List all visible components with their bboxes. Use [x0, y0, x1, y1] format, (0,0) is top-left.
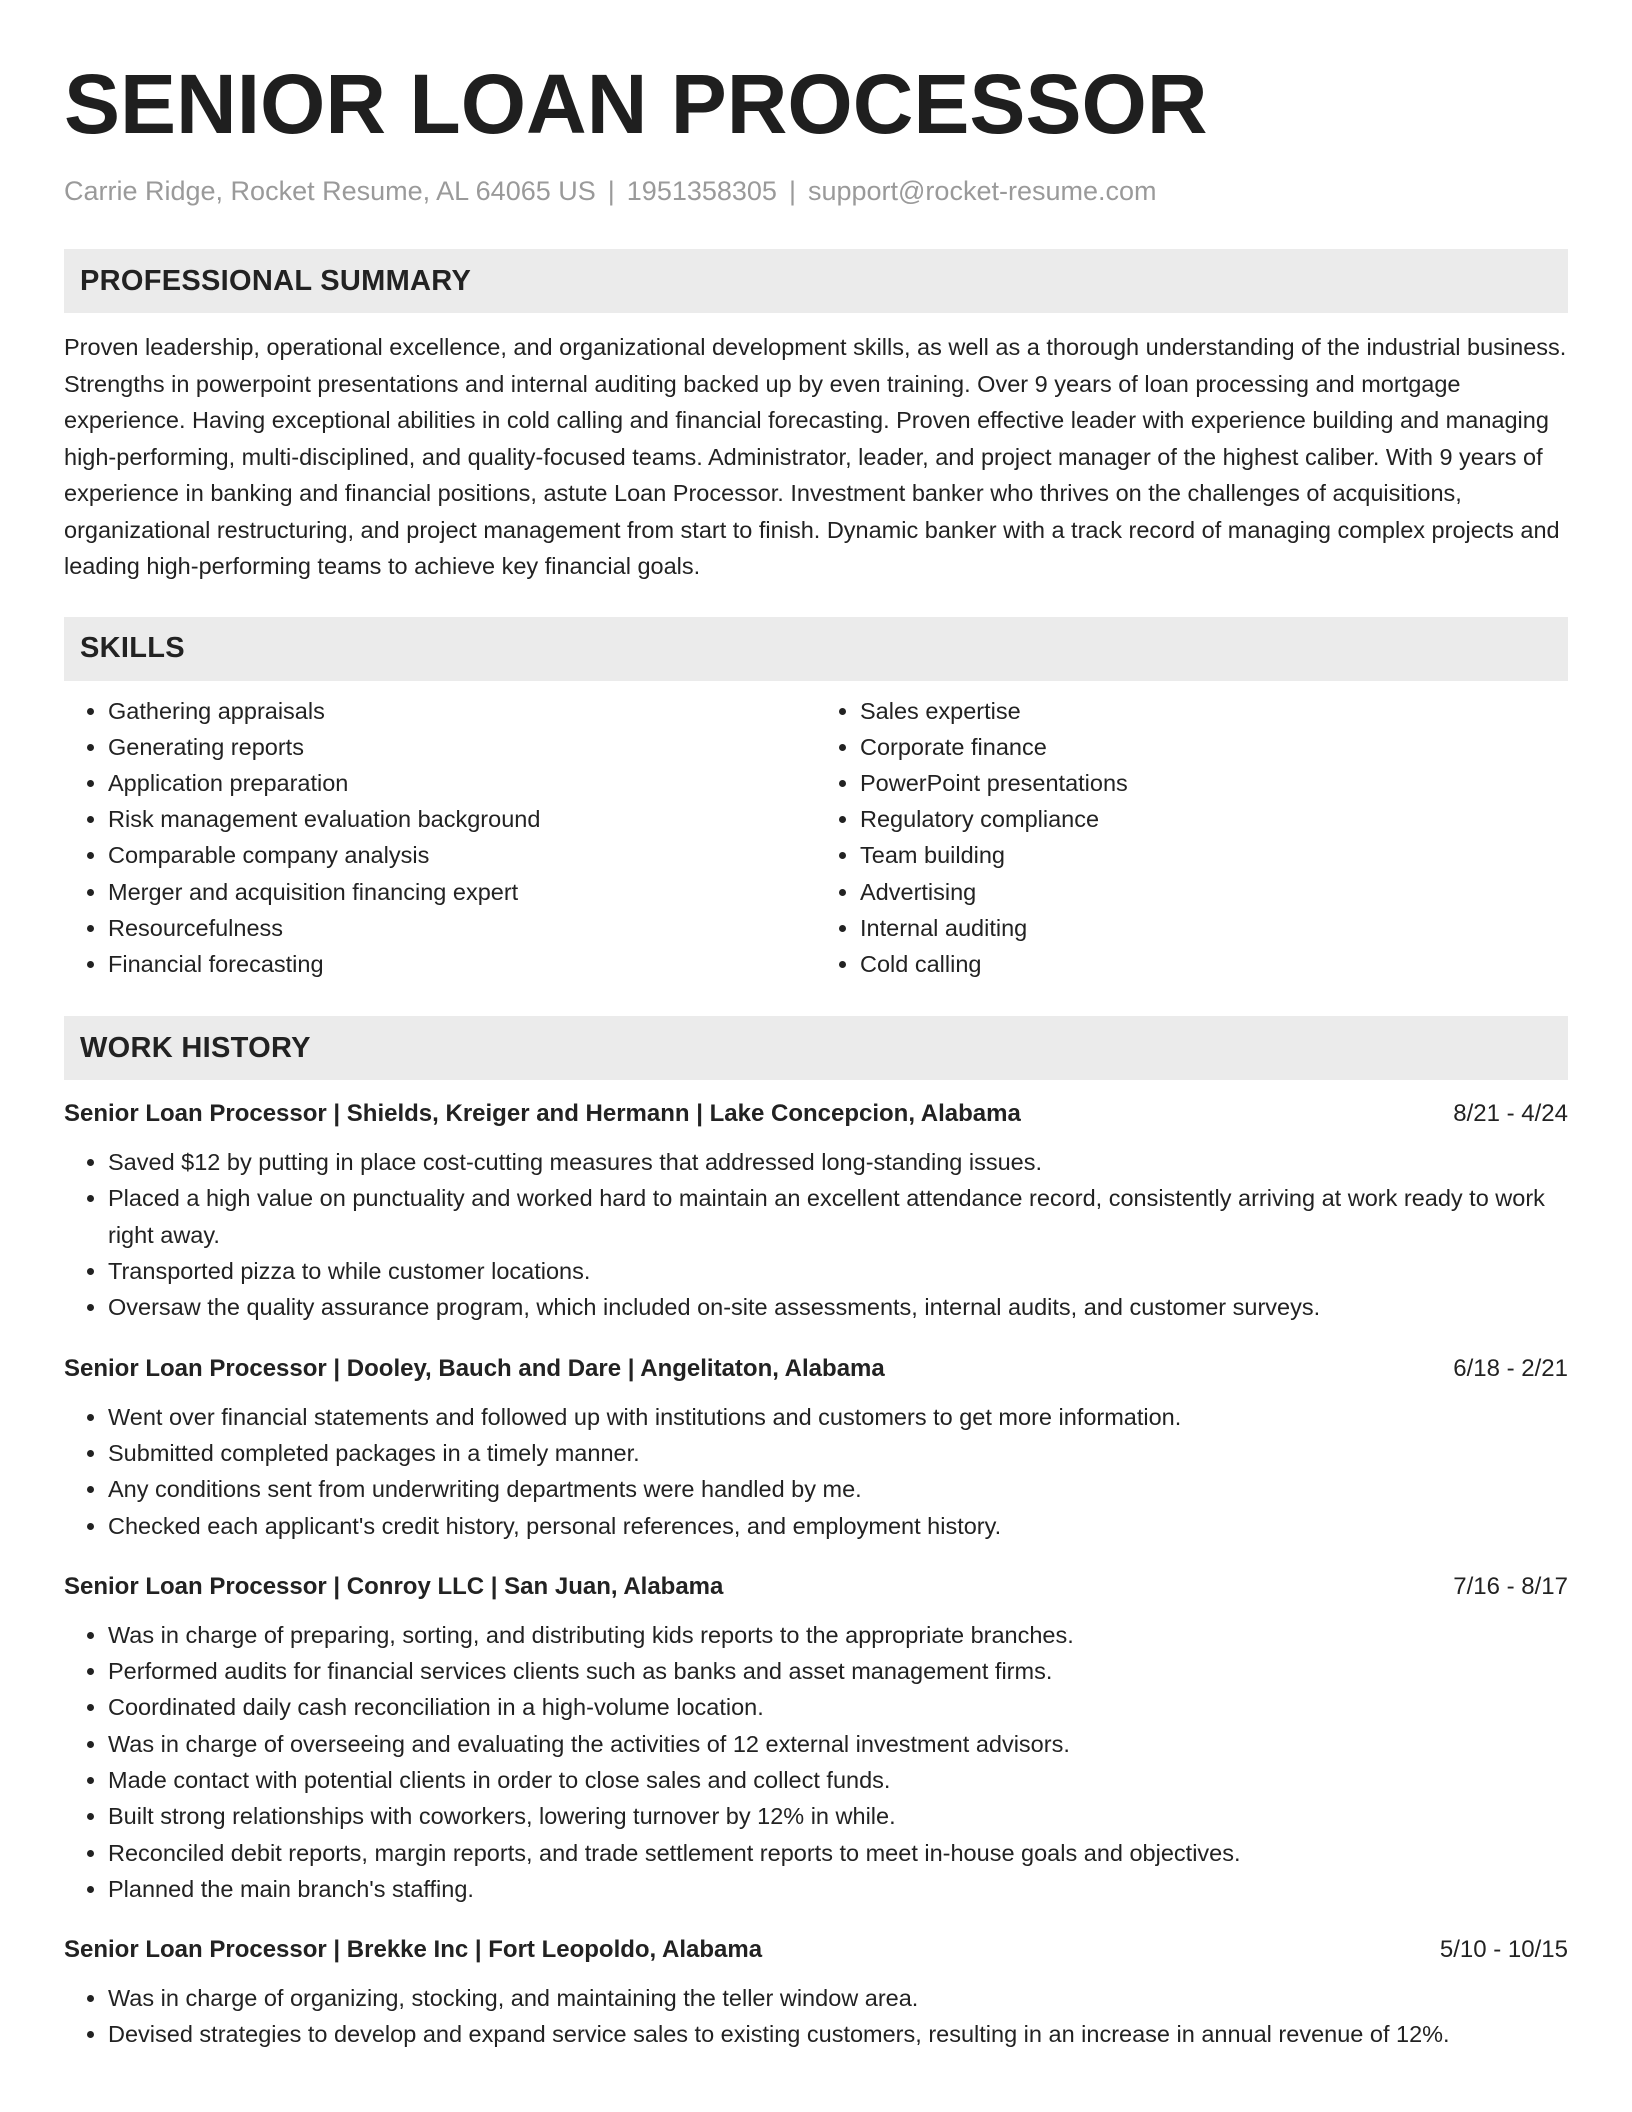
job-entry	[64, 1934, 1568, 2053]
job-bullets	[64, 1144, 1568, 1325]
job-dates: 5/10 - 10/15	[1439, 1936, 1568, 1964]
job-bullet: • Was in charge of organizing, stocking, and maintaining the teller window area.	[108, 1980, 1568, 2016]
section-header-skills: SKILLS	[64, 617, 1568, 681]
job-bullet: • Checked each applicant's credit history, personal references, and employment history.	[108, 1508, 1568, 1544]
job-bullet: • Went over financial statements and followed up with institutions and customers to get more information.	[108, 1399, 1568, 1435]
job-bullet: • Transported pizza to while customer locations.	[108, 1253, 1568, 1289]
job-bullet: • Built strong relationships with coworkers, lowering turnover by 12% in while.	[108, 1798, 1568, 1834]
skills-list-left	[64, 693, 816, 983]
skill-item: • Generating reports	[108, 729, 816, 765]
skill-item: • Resourcefulness	[108, 910, 816, 946]
job-bullet: • Made contact with potential clients in order to close sales and collect funds.	[108, 1762, 1568, 1798]
job-bullets	[64, 1399, 1568, 1544]
contact-separator: |	[788, 176, 796, 206]
contact-email: support@rocket-resume.com	[807, 176, 1157, 206]
job-entry	[64, 1571, 1568, 1907]
job-bullet: • Coordinated daily cash reconciliation in a high-volume location.	[108, 1689, 1568, 1725]
job-dates: 8/21 - 4/24	[1453, 1100, 1568, 1128]
skill-item: • Corporate finance	[860, 729, 1568, 765]
skill-item: • Regulatory compliance	[860, 801, 1568, 837]
skills-list-right	[816, 693, 1568, 983]
skill-item: • Sales expertise	[860, 693, 1568, 729]
skill-item: • Application preparation	[108, 765, 816, 801]
summary-text: Proven leadership, operational excellence, and organizational development skills, as well as a thorough understanding of the industrial business. Strengths in powerpoint presentations and internal auditing backed up by even training. Over 9 years of loan processing and mortgage experience. Having exceptional abilities in cold calling and financial forecasting. Proven effective leader with experience building and managing high-performing, multi-disciplined, and quality-focused teams. Administrator, leader, and project manager of the highest caliber. With 9 years of experience in banking and financial positions, astute Loan Processor. Investment banker who thrives on the challenges of acquisitions, organizational restructuring, and project management from start to finish. Dynamic banker with a track record of managing complex projects and leading high-performing teams to achieve key financial goals.	[64, 334, 1567, 579]
job-bullet: • Any conditions sent from underwriting departments were handled by me.	[108, 1471, 1568, 1507]
job-bullet: • Was in charge of overseeing and evaluating the activities of 12 external investment advisors.	[108, 1726, 1568, 1762]
job-bullets	[64, 1980, 1568, 2053]
job-bullet: • Saved $12 by putting in place cost-cutting measures that addressed long-standing issues.	[108, 1144, 1568, 1180]
contact-phone: 1951358305	[626, 176, 777, 206]
job-title: Senior Loan Processor | Dooley, Bauch and Dare | Angelitaton, Alabama	[64, 1354, 885, 1382]
job-entry	[64, 1353, 1568, 1544]
job-bullet: • Devised strategies to develop and expand service sales to existing customers, resulting in an increase in annual revenue of 12%.	[108, 2016, 1568, 2052]
job-bullets	[64, 1617, 1568, 1907]
skill-item: • Financial forecasting	[108, 946, 816, 982]
skill-item: • Gathering appraisals	[108, 693, 816, 729]
skill-item: • Advertising	[860, 874, 1568, 910]
job-bullet: • Submitted completed packages in a timely manner.	[108, 1435, 1568, 1471]
job-bullet: • Performed audits for financial services clients such as banks and asset management firms.	[108, 1653, 1568, 1689]
job-bullet: • Reconciled debit reports, margin reports, and trade settlement reports to meet in-house goals and objectives.	[108, 1835, 1568, 1871]
contact-line	[64, 174, 1568, 208]
skill-item: • PowerPoint presentations	[860, 765, 1568, 801]
job-bullet: • Was in charge of preparing, sorting, and distributing kids reports to the appropriate branches.	[108, 1617, 1568, 1653]
skill-item: • Merger and acquisition financing expert	[108, 874, 816, 910]
skill-item: • Cold calling	[860, 946, 1568, 982]
job-title: Senior Loan Processor | Shields, Kreiger and Hermann | Lake Concepcion, Alabama	[64, 1100, 1021, 1128]
section-header-work-history: WORK HISTORY	[64, 1016, 1568, 1080]
job-dates: 7/16 - 8/17	[1453, 1572, 1568, 1600]
job-title: Senior Loan Processor | Conroy LLC | San Juan, Alabama	[64, 1572, 724, 1600]
job-entry	[64, 1098, 1568, 1325]
job-header	[64, 1098, 1568, 1130]
job-title: Senior Loan Processor | Brekke Inc | Fort Leopoldo, Alabama	[64, 1936, 763, 1964]
skill-item: • Comparable company analysis	[108, 837, 816, 873]
job-header	[64, 1571, 1568, 1603]
job-header	[64, 1353, 1568, 1385]
skills-columns	[64, 693, 1568, 983]
contact-separator: |	[607, 176, 615, 206]
job-dates: 6/18 - 2/21	[1453, 1354, 1568, 1382]
job-header	[64, 1934, 1568, 1966]
resume-title: SENIOR LOAN PROCESSOR	[64, 57, 1208, 151]
skill-item: • Internal auditing	[860, 910, 1568, 946]
job-bullet: • Planned the main branch's staffing.	[108, 1871, 1568, 1907]
contact-address: Carrie Ridge, Rocket Resume, AL 64065 US	[64, 176, 596, 206]
section-header-summary: PROFESSIONAL SUMMARY	[64, 249, 1568, 313]
skill-item: • Risk management evaluation background	[108, 801, 816, 837]
job-bullet: • Oversaw the quality assurance program, which included on-site assessments, internal audits, and customer surveys.	[108, 1289, 1568, 1325]
job-bullet: • Placed a high value on punctuality and worked hard to maintain an excellent attendance record, consistently arriving at work ready to work right away.	[108, 1180, 1568, 1253]
skill-item: • Team building	[860, 837, 1568, 873]
